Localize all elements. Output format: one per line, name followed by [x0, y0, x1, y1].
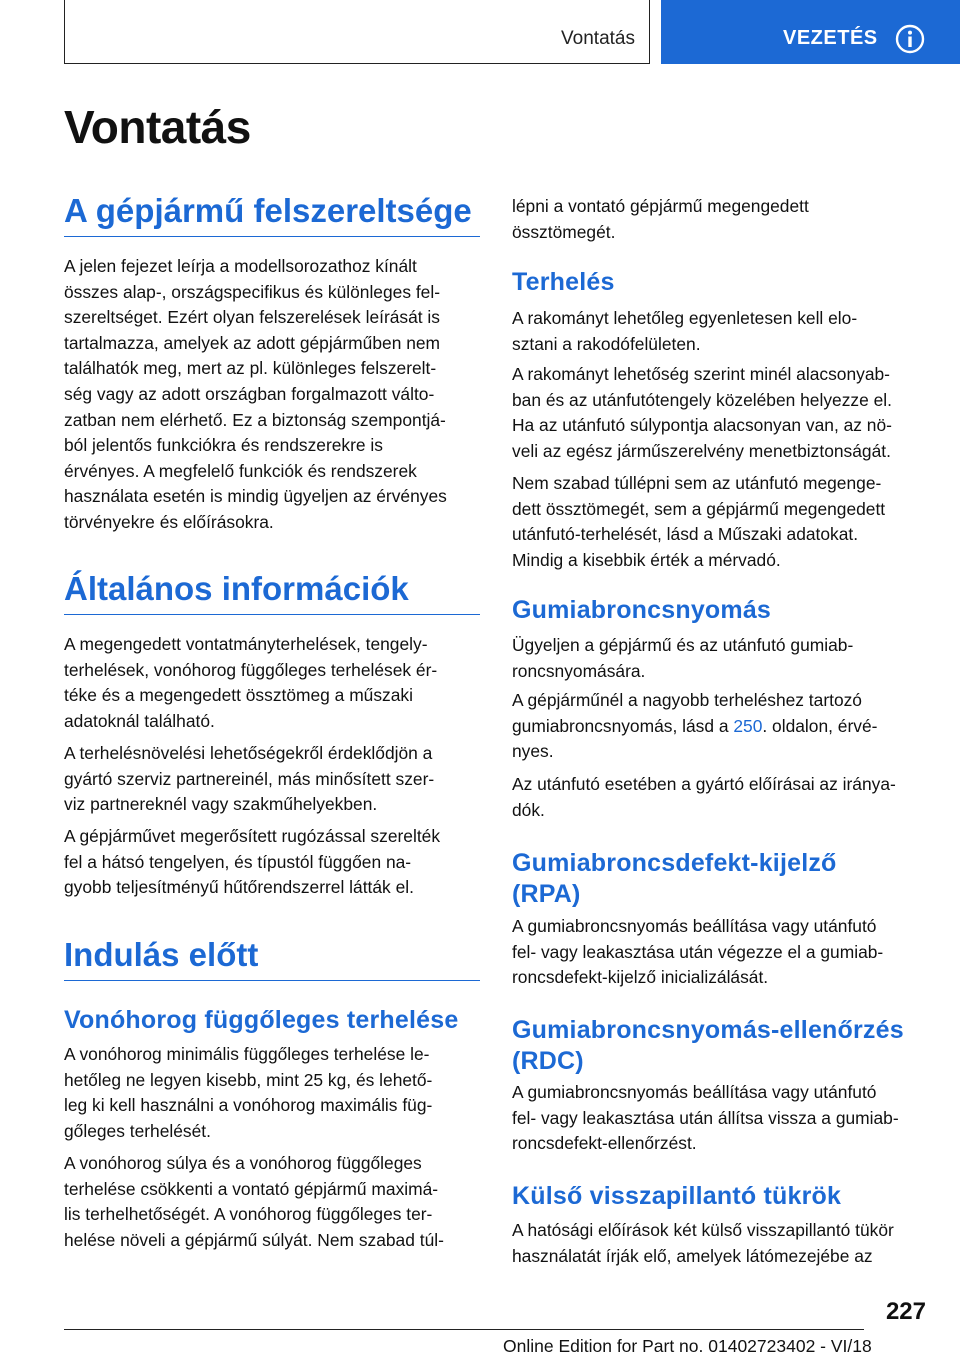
paragraph-tire-1: Ügyeljen a gépjármű és az utánfutó gumiab- roncsnyomására.	[512, 635, 854, 681]
header-section-title: Vontatás	[561, 28, 635, 49]
heading-rule	[64, 980, 480, 981]
heading-rdc: Gumiabroncsnyomás-ellenőrzés (RDC)	[512, 1016, 904, 1075]
heading-load: Terhelés	[512, 268, 615, 296]
heading-rpa: Gumiabroncsdefekt-kijelző (RPA)	[512, 849, 837, 908]
heading-tire-pressure: Gumiabroncsnyomás	[512, 596, 772, 624]
paragraph-continued: lépni a vontató gépjármű megengedett össztömegét.	[512, 196, 809, 242]
paragraph-general-1: A megengedett vontatmányterhelések, tengely- terhelések, vonóhorog függőleges terhelések ér- téke és a megengedett össztömeg a műszaki adatoknál található.	[64, 634, 438, 731]
paragraph-hitch-1: A vonóhorog minimális függőleges terhelése le- hetőleg ne legyen kisebb, mint 25 kg, és lehető- leg ki kell használni a vonóhorog maximális füg- gőleges terhelését.	[64, 1044, 433, 1141]
paragraph-rpa: A gumiabroncsnyomás beállítása vagy utánfutó fel- vagy leakasztása után végezze el a gumiab- roncsdefekt-kijelző inicializálását.	[512, 916, 884, 988]
page-number: 227	[885, 1298, 926, 1325]
paragraph-tire-2	[512, 688, 932, 765]
heading-rule	[64, 614, 480, 615]
header-chapter-title: VEZETÉS	[783, 27, 878, 49]
paragraph-load-3: Nem szabad túllépni sem az utánfutó megenge- dett össztömegét, sem a gépjármű megengedett utánfutó-terhelését, lásd a Műszaki adatokat. Mindig a kisebbik érték a mérvadó.	[512, 473, 886, 570]
footer-rule	[64, 1329, 864, 1330]
heading-equipment: A gépjármű felszereltsége	[64, 192, 472, 229]
heading-rule	[64, 236, 480, 237]
paragraph-hitch-2: A vonóhorog súlya és a vonóhorog függőleges terhelése csökkenti a vontató gépjármű maximá- lis terhelhetőségét. A vonóhorog függőleges ter- helése növeli a gépjármű súlyát. Nem szabad túl-	[64, 1153, 444, 1250]
page-title: Vontatás	[64, 101, 251, 153]
paragraph-mirrors: A hatósági előírások két külső visszapillantó tükör használatát írják elő, amelyek látómezejébe az	[512, 1220, 894, 1266]
paragraph-equipment: A jelen fejezet leírja a modellsorozathoz kínált összes alap-, országspecifikus és különleges fel- szereltséget. Ezért olyan felszerelések leírását is tartalmazza, amelyek az adott gépjárműben nem találhatók meg, mert az pl. különleges felszerelt- ség vagy az adott országban forgalmazott válto- zatban nem elérhető. Ez a biztonság szempontjá- ból jelentős funkciókra és rendszerekre is érvényes. A megfelelő funkciók és rendszerek használata esetén is mindig ügyeljen az érvényes törvényekre és előírásokra.	[64, 256, 447, 532]
paragraph-tire-3: Az utánfutó esetében a gyártó előírásai az iránya- dók.	[512, 774, 896, 820]
paragraph-tire-2-text-end: . oldalon, érvé- nyes.	[512, 715, 878, 762]
paragraph-rdc: A gumiabroncsnyomás beállítása vagy utánfutó fel- vagy leakasztása után állítsa vissza a gumiab- roncsdefekt-ellenőrzést.	[512, 1082, 899, 1154]
heading-before-departure: Indulás előtt	[64, 936, 259, 973]
paragraph-load-1: A rakományt lehetőleg egyenletesen kell elo- sztani a rakodófelületen.	[512, 308, 858, 354]
info-icon[interactable]	[895, 24, 925, 54]
page-link-250[interactable]: 250	[733, 715, 763, 736]
paragraph-tire-2-text: A gépjárműnél a nagyobb terheléshez tartozó gumiabroncsnyomás, lásd a	[512, 690, 862, 736]
heading-hitch-load: Vonóhorog függőleges terhelése	[64, 1006, 459, 1034]
heading-general: Általános információk	[64, 570, 409, 607]
paragraph-general-3: A gépjárművet megerősített rugózással szerelték fel a hátsó tengelyen, és típustól függően na- gyobb teljesítményű hűtőrendszerrel látták el.	[64, 826, 441, 898]
header-section-tab	[64, 0, 650, 64]
edition-text: Online Edition for Part no. 01402723402 - VI/18	[503, 1336, 872, 1356]
heading-exterior-mirrors: Külső visszapillantó tükrök	[512, 1182, 842, 1210]
paragraph-load-2: A rakományt lehetőség szerint minél alacsonyab- ban és az utánfutótengely közelében helyezze el. Ha az utánfutó súlypontja alacsonyan van, az nö- veli az egész járműszerelvény menetbiztonságát.	[512, 364, 892, 461]
paragraph-general-2: A terhelésnövelési lehetőségekről érdeklődjön a gyártó szerviz partnereinél, más minősített szer- viz partnereknél vagy szakműhelyekben.	[64, 743, 435, 815]
header-chapter-tab[interactable]	[661, 0, 960, 64]
